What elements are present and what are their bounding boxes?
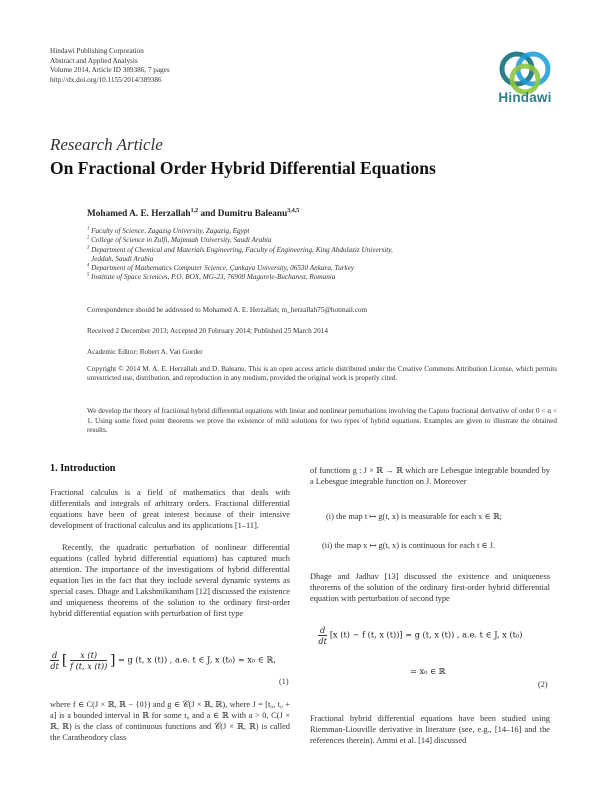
author-and: and — [200, 209, 216, 219]
correspondence: Correspondence should be addressed to Mohamed A. E. Herzallah; m_herzallah75@hotmail.com — [87, 306, 368, 314]
abstract: We develop the theory of fractional hybrid differential equations with linear and nonlinear perturbations involving the Caputo fractional derivative of order 0 < α < 1. Using some fixed point theorems we prove the existence of mild solutions for two types of hybrid equations. Examples are given to illustrate the obtained results. — [87, 407, 557, 434]
affiliation-4: $^4$ Department of Mathematics Computer Science, Çankaya University, 06530 Ankara, Turkey — [87, 263, 355, 273]
author-1-sup: 1,2 — [190, 207, 199, 214]
affiliation-3-cont: Jeddah, Saudi Arabia — [91, 254, 154, 263]
page-title: On Fractional Order Hybrid Differential Equations — [50, 158, 436, 178]
list-item-ii: (ii) the map x ↦ g(t, x) is continuous for each t ∈ J. — [322, 541, 496, 550]
equation-2-number: (2) — [538, 680, 548, 689]
author-2[interactable]: Dumitru Baleanu — [217, 209, 288, 219]
intro-paragraph-3: where f ∈ C(J × ℝ, ℝ − {0}) and g ∈ 𝒞(J × ℝ, ℝ), where J = [t₀, t₀ + a] is a bounded interval in ℝ for some t₀ and a ∈ ℝ with a > 0, C(J × ℝ, ℝ) is the class of continuous functions and 𝒞(J × ℝ, ℝ) is called the Caratheodory class — [50, 700, 290, 742]
equation-2-line-1: [x (t) − f (t, x (t))] = g (t, x (t)) , a.e. t ∈ J, x (t₀) — [329, 629, 523, 640]
intro-paragraph-1: Fractional calculus is a field of mathematics that deals with differentials and integrals of arbitrary orders. Fractional differential equations have been of great interest because of their intensive development of fractional calculus and its applications [1–11]. — [50, 488, 290, 530]
logo-text: Hindawi — [498, 90, 552, 105]
volume-line: Volume 2014, Article ID 389386, 7 pages — [50, 66, 170, 75]
equation-1-rhs: = g (t, x (t)) , a.e. t ∈ J, x (t₀) = x₀ ∈ ℝ, — [118, 654, 276, 665]
affiliation-2: $^2$ College of Science in Zulfi, Majmaah University, Saudi Arabia — [87, 235, 272, 245]
equation-2-line-2: = x₀ ∈ ℝ — [410, 666, 446, 676]
list-item-i: (i) the map t ↦ g(t, x) is measurable for each x ∈ ℝ; — [326, 512, 502, 521]
affiliation-5: $^5$ Institute of Space Sciences, P.O. BOX, MG-23, 76900 Magurele-Bucharest, Romania — [87, 273, 336, 282]
equation-1: $\frac{d}{dt}$ [ $\frac{x (t)}{f (t, x (t))}$ ] = g (t, x (t)) , a.e. t ∈ J, x (t₀) = x₀ ∈ ℝ, — [50, 650, 276, 671]
section-heading: 1. Introduction — [50, 463, 116, 474]
intro-paragraph-2: Recently, the quadratic perturbation of nonlinear differential equations (called hybrid differential equations) has captured much attention. The importance of the investigations of hybrid differential equation lies in the fact that they include several dynamic systems as special cases. Dhage and Lakshmikantham [12] discussed the existence and uniqueness theorems of the solution to the ordinary first-order hybrid differential equation with perturbation of first type — [50, 543, 290, 618]
author-1[interactable]: Mohamed A. E. Herzallah — [87, 209, 191, 219]
equation-2: $\frac{d}{dt}$ [x (t) − f (t, x (t))] = g (t, x (t)) , a.e. t ∈ J, x (t₀) — [318, 625, 523, 646]
right-paragraph-2: Dhage and Jadhav [13] discussed the existence and uniqueness theorems of the solution of the ordinary first-order hybrid differential equation with perturbation of second type — [310, 572, 550, 603]
affiliation-3: $^3$ Department of Chemical and Materials Engineering, Faculty of Engineering, King Abdulaziz University, — [87, 245, 393, 254]
journal-name: Abstract and Applied Analysis — [50, 56, 138, 65]
academic-editor: Academic Editor: Robert A. Van Gorder — [87, 348, 203, 356]
right-paragraph-1: of functions g : J × ℝ → ℝ which are Lebesgue integrable bounded by a Lebesgue integrable function on J. Moreover — [310, 466, 550, 486]
journal-header — [50, 47, 170, 85]
doi-link[interactable]: http://dx.doi.org/10.1155/2014/389386 — [50, 75, 162, 84]
affiliation-1: $^1$ Faculty of Science, Zagazig University, Zagazig, Egypt — [87, 226, 250, 235]
author-2-sup: 3,4,5 — [287, 207, 300, 214]
right-paragraph-3: Fractional hybrid differential equations have been studied using Riemman-Liouville derivative in literature (see, e.g., [14–16] and the references therein). Ammi et al. [14] discussed — [310, 714, 550, 745]
copyright: Copyright © 2014 M. A. E. Herzallah and D. Baleanu. This is an open access article distributed under the Creative Commons Attribution License, which permits unrestricted use, distribution, and reproduction in any medium, provided the original work is properly cited. — [87, 365, 557, 383]
authors — [87, 209, 299, 219]
affiliations — [87, 227, 557, 283]
publisher: Hindawi Publishing Corporation — [50, 47, 144, 55]
article-type: Research Article — [50, 135, 163, 154]
dates: Received 2 December 2013; Accepted 20 February 2014; Published 25 March 2014 — [87, 327, 328, 335]
equation-1-number: (1) — [279, 677, 289, 686]
